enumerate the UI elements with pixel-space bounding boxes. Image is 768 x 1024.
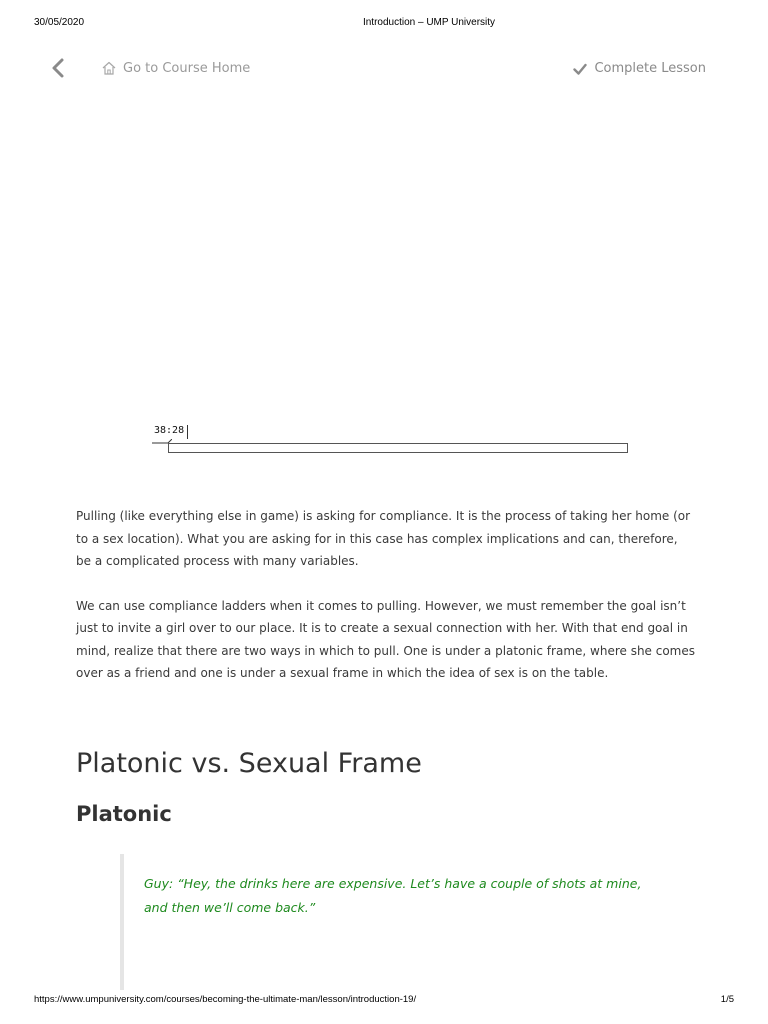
section-subheading: Platonic: [76, 802, 172, 826]
section-heading: Platonic vs. Sexual Frame: [76, 748, 422, 779]
course-home-link[interactable]: [101, 58, 250, 78]
back-button[interactable]: [48, 56, 70, 80]
blockquote: [120, 854, 684, 990]
print-footer: [0, 994, 768, 1008]
complete-lesson-button[interactable]: [573, 58, 706, 78]
print-header: [0, 17, 768, 31]
video-time-label: 38:28: [154, 425, 185, 436]
print-page-title: Introduction – UMP University: [362, 17, 496, 28]
paragraph: We can use compliance ladders when it comes to pulling. However, we must remember the goal isn’t just to invite a girl over to our place. It is to create a sexual connection with her. With that end goal in mind, realize that there are two ways in which to pull. One is under a platonic frame, where she comes over as a friend and one is under a sexual frame in which the idea of sex is on the table.: [76, 598, 696, 680]
paragraph: Pulling (like everything else in game) is asking for compliance. It is the process of taking her home (or to a sex location). What you are asking for in this case has complex implications and can, therefore, be a complicated process with many variables.: [76, 509, 691, 568]
chevron-left-icon: [48, 56, 70, 80]
print-page-number: 1/5: [720, 994, 734, 1005]
course-home-label: Go to Course Home: [123, 60, 251, 76]
print-url: https://www.umpuniversity.com/courses/becoming-the-ultimate-man/lesson/introduction-19/: [34, 994, 417, 1005]
complete-lesson-label: Complete Lesson: [594, 60, 706, 76]
home-icon: [101, 60, 117, 76]
checkmark-icon: [573, 61, 587, 75]
quote-text: Guy: “Hey, the drinks here are expensive. Let’s have a couple of shots at mine, and then we’ll come back.”: [144, 876, 642, 915]
lesson-content: [76, 505, 696, 685]
lesson-nav: [0, 54, 768, 82]
video-player[interactable]: [76, 95, 692, 475]
print-date: 30/05/2020: [34, 17, 85, 28]
time-marker-line: [187, 425, 188, 439]
video-progress-bar[interactable]: [168, 443, 628, 453]
